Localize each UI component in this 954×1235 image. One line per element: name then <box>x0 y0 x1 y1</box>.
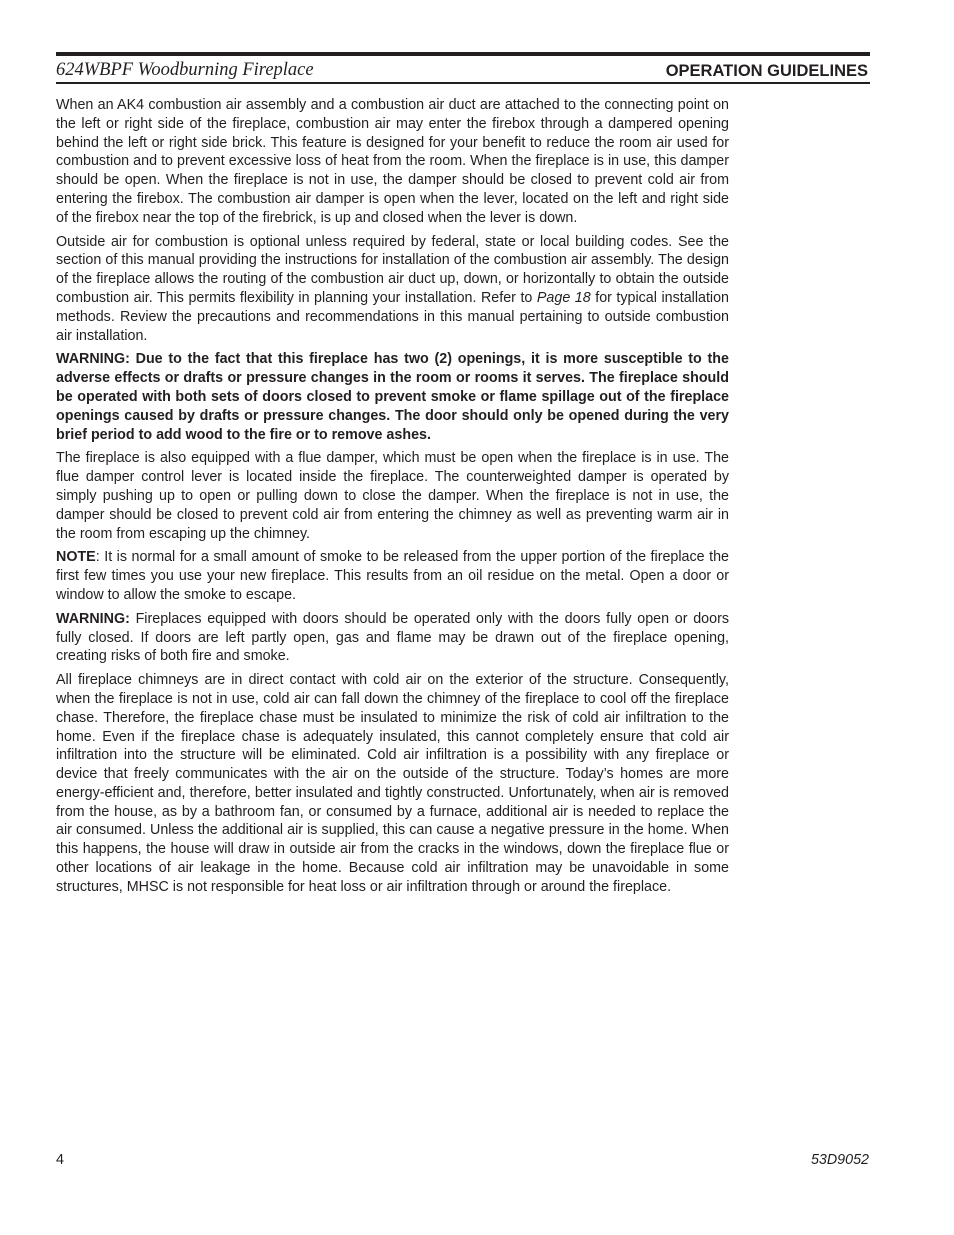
note-text: : It is normal for a small amount of smoke to be released from the upper portion of the fireplace the first few times you use your new fireplace. This results from an oil residue on the metal. Open a door or window to allow the smoke to escape. <box>56 549 729 603</box>
paragraph-text: Outside air for combustion is optional unless required by federal, state or local building codes. See the section of this manual providing the instructions for installation of the combustion air assembly. The design of the fireplace allows the routing of the combustion air duct up, down, or horizontally to obtain the outside combustion air. This permits flexibility in planning your installation. Refer to <box>56 233 729 306</box>
note-label: NOTE <box>56 549 96 566</box>
document-title: 624WBPF Woodburning Fireplace <box>56 60 314 80</box>
warning-doors <box>56 610 729 666</box>
page-reference: Page 18 <box>536 289 591 306</box>
paragraph-combustion-air-damper: When an AK4 combustion air assembly and a combustion air duct are attached to the connecting point on the left or right side of the fireplace, combustion air may enter the firebox through a dampered opening behind the left or right side brick. This feature is designed for your benefit to reduce the room air used for combustion and to prevent excessive loss of heat from the room. When the fireplace is in use, this damper should be open. When the fireplace is not in use, the damper should be closed to prevent cold air from entering the firebox. The combustion air damper is open when the lever, located on the left and right side of the firebox near the top of the firebrick, is up and closed when the lever is down. <box>56 97 729 226</box>
page-number: 4 <box>56 1152 64 1168</box>
paragraph-outside-air <box>56 233 729 346</box>
warning-text: Fireplaces equipped with doors should be operated only with the doors fully open or doors fully closed. If doors are left partly open, gas and flame may be drawn out of the fireplace opening, creating risks of both fire and smoke. <box>56 610 729 665</box>
warning-two-openings: WARNING: Due to the fact that this fireplace has two (2) openings, it is more susceptible to the adverse effects or drafts or pressure changes in the room or rooms it serves. The fireplace should be operated with both sets of doors closed to prevent smoke or flame spillage out of the fireplace openings caused by drafts or pressure changes. The door should only be opened during the very brief period to add wood to the fire or to remove ashes. <box>56 351 729 443</box>
warning-label: WARNING: <box>56 610 130 627</box>
note-smoke <box>56 548 729 604</box>
section-title: OPERATION GUIDELINES <box>665 62 868 80</box>
page-header <box>56 52 870 84</box>
body-content <box>56 96 729 902</box>
paragraph-chimney-cold-air: All fireplace chimneys are in direct contact with cold air on the exterior of the structure. Consequently, when the fireplace is not in use, cold air can fall down the chimney of the fireplace to cool off the fireplace chase. Therefore, the fireplace chase must be insulated to minimize the risk of cold air infiltration to the home. Even if the fireplace chase is adequately insulated, this cannot completely ensure that cold air infiltration into the structure will be eliminated. Cold air infiltration is a possibility with any fireplace or device that freely communicates with the air on the outside of the structure. Today’s homes are more energy-efficient and, therefore, better insulated and tightly constructed. Unfortunately, when air is removed from the house, as by a bathroom fan, or consumed by a furnace, additional air is needed to replace the air consumed. Unless the additional air is supplied, this can cause a negative pressure in the home. When this happens, the house will draw in outside air from the cracks in the windows, down the fireplace flue or other locations of air leakage in the home. Because cold air infiltration may be unavoidable in some structures, MHSC is not responsible for heat loss or air infiltration through or around the fireplace. <box>56 672 729 895</box>
paragraph-flue-damper: The fireplace is also equipped with a flue damper, which must be open when the fireplace is in use. The flue damper control lever is located inside the fireplace. The counterweighted damper is operated by simply pushing up to open or pulling down to close the damper. When the fireplace is not in use, the damper should be closed to prevent cold air from entering the chimney as well as preventing warm air in the room from escaping up the chimney. <box>56 450 729 542</box>
paragraph-text: for typical installation methods. Review the precautions and recommendations in this manual pertaining to outside combustion air installation. <box>56 289 730 344</box>
document-number: 53D9052 <box>810 1152 869 1168</box>
